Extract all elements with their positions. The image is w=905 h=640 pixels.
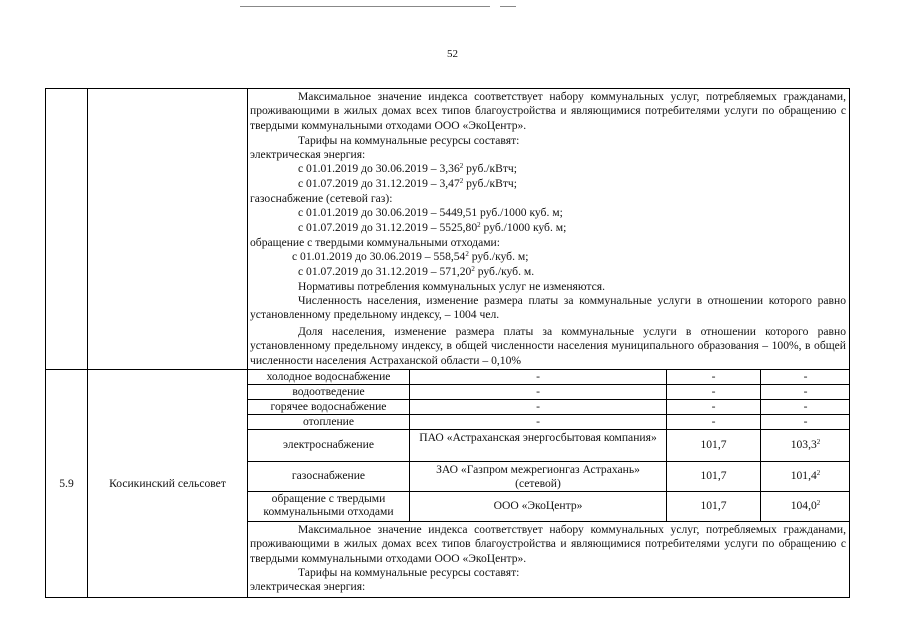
service-index-1: 101,7 <box>700 499 727 512</box>
service-provider: ЗАО «Газпром межрегионгаз Астрахань» (сетевой) <box>436 463 640 490</box>
gas-tariff-1: с 01.01.2019 до 30.06.2019 – 5449,51 руб./1000 куб. м; <box>298 206 563 219</box>
service-index-2: - <box>803 370 808 383</box>
row-divider-service-5 <box>247 461 850 462</box>
service-index-1: - <box>711 370 716 383</box>
service-index-2: - <box>803 415 808 428</box>
municipality-name: Косикинский сельсовет <box>109 477 226 490</box>
row-divider-service-4 <box>247 429 850 430</box>
tariffs-intro-2: Тарифы на коммунальные ресурсы составят: <box>298 566 520 579</box>
service-index-2: - <box>803 400 808 413</box>
service-provider: ООО «ЭкоЦентр» <box>493 499 583 512</box>
norms-text: Нормативы потребления коммунальных услуг не изменяются. <box>298 280 605 293</box>
row-divider-service-7 <box>247 521 850 522</box>
max-index-paragraph: Максимальное значение индекса соответствует набору коммунальных услуг, потребляемых гражданами, проживающими в жилых домах всех типов благоустройства и являющимися потребителями услуги по обращению с твердыми коммунальными отходами ООО «ЭкоЦентр». <box>250 90 846 132</box>
electric-tariff-1: с 01.01.2019 до 30.06.2019 – 3,36$^2$ руб./кВтч; <box>298 162 517 175</box>
service-index-2: 101,4$^2$ <box>790 469 821 482</box>
electric-label-2: электрическая энергия: <box>250 580 366 593</box>
scan-top-line-short <box>500 6 516 7</box>
service-index-1: 101,7 <box>700 438 727 451</box>
row-number: 5.9 <box>59 477 74 490</box>
waste-label: обращение с твердыми коммунальными отходами: <box>250 236 500 249</box>
max-index-paragraph-2: Максимальное значение индекса соответствует набору коммунальных услуг, потребляемых гражданами, проживающими в жилых домах всех типов благоустройства и являющимися потребителями услуги по обращению с твердыми коммунальными отходами ООО «ЭкоЦентр». <box>250 523 846 565</box>
service-index-1: - <box>711 415 716 428</box>
service-name: обращение с твердыми коммунальными отходами <box>263 492 394 518</box>
service-name: электроснабжение <box>283 438 374 451</box>
scan-top-line <box>240 6 490 7</box>
service-index-1: - <box>711 400 716 413</box>
waste-tariff-1: с 01.01.2019 до 30.06.2019 – 558,54$^2$ руб./куб. м; <box>292 250 529 263</box>
service-provider: - <box>536 370 540 383</box>
service-index-2: - <box>803 385 808 398</box>
tariffs-intro: Тарифы на коммунальные ресурсы составят: <box>298 134 520 147</box>
service-name: водоотведение <box>292 385 365 398</box>
electric-label: электрическая энергия: <box>250 148 366 161</box>
population-paragraph: Численность населения, изменение размера платы за коммунальные услуги в отношении которого равно установленному предельному индексу, – 1004 чел. <box>250 294 846 322</box>
service-index-2: 103,3$^2$ <box>790 438 821 451</box>
service-index-1: 101,7 <box>700 469 727 482</box>
service-name: горячее водоснабжение <box>270 400 387 413</box>
service-provider: ПАО «Астраханская энергосбытовая компания» <box>419 431 657 444</box>
electric-tariff-2: с 01.07.2019 до 31.12.2019 – 3,47$^2$ руб./кВтч; <box>298 177 517 190</box>
service-name: холодное водоснабжение <box>266 370 391 383</box>
gas-tariff-2: с 01.07.2019 до 31.12.2019 – 5525,80$^2$ руб./1000 куб. м; <box>298 221 567 234</box>
service-provider: - <box>536 415 540 428</box>
page-number: 52 <box>447 48 458 60</box>
service-index-1: - <box>711 385 716 398</box>
service-index-2: 104,0$^2$ <box>790 499 821 512</box>
col-divider-number <box>87 88 88 598</box>
service-provider: - <box>536 400 540 413</box>
waste-tariff-2: с 01.07.2019 до 31.12.2019 – 571,20$^2$ руб./куб. м. <box>298 265 535 278</box>
service-provider: - <box>536 385 540 398</box>
service-name: отопление <box>302 415 355 428</box>
share-paragraph: Доля населения, изменение размера платы за коммунальные услуги в отношении которого равно установленному предельному индексу, в общей численности населения муниципального образования – 100%, в общей численности населения Астраханской области – 0,10% <box>250 325 846 367</box>
gas-label: газоснабжение (сетевой газ): <box>250 192 393 205</box>
service-name: газоснабжение <box>291 469 366 482</box>
